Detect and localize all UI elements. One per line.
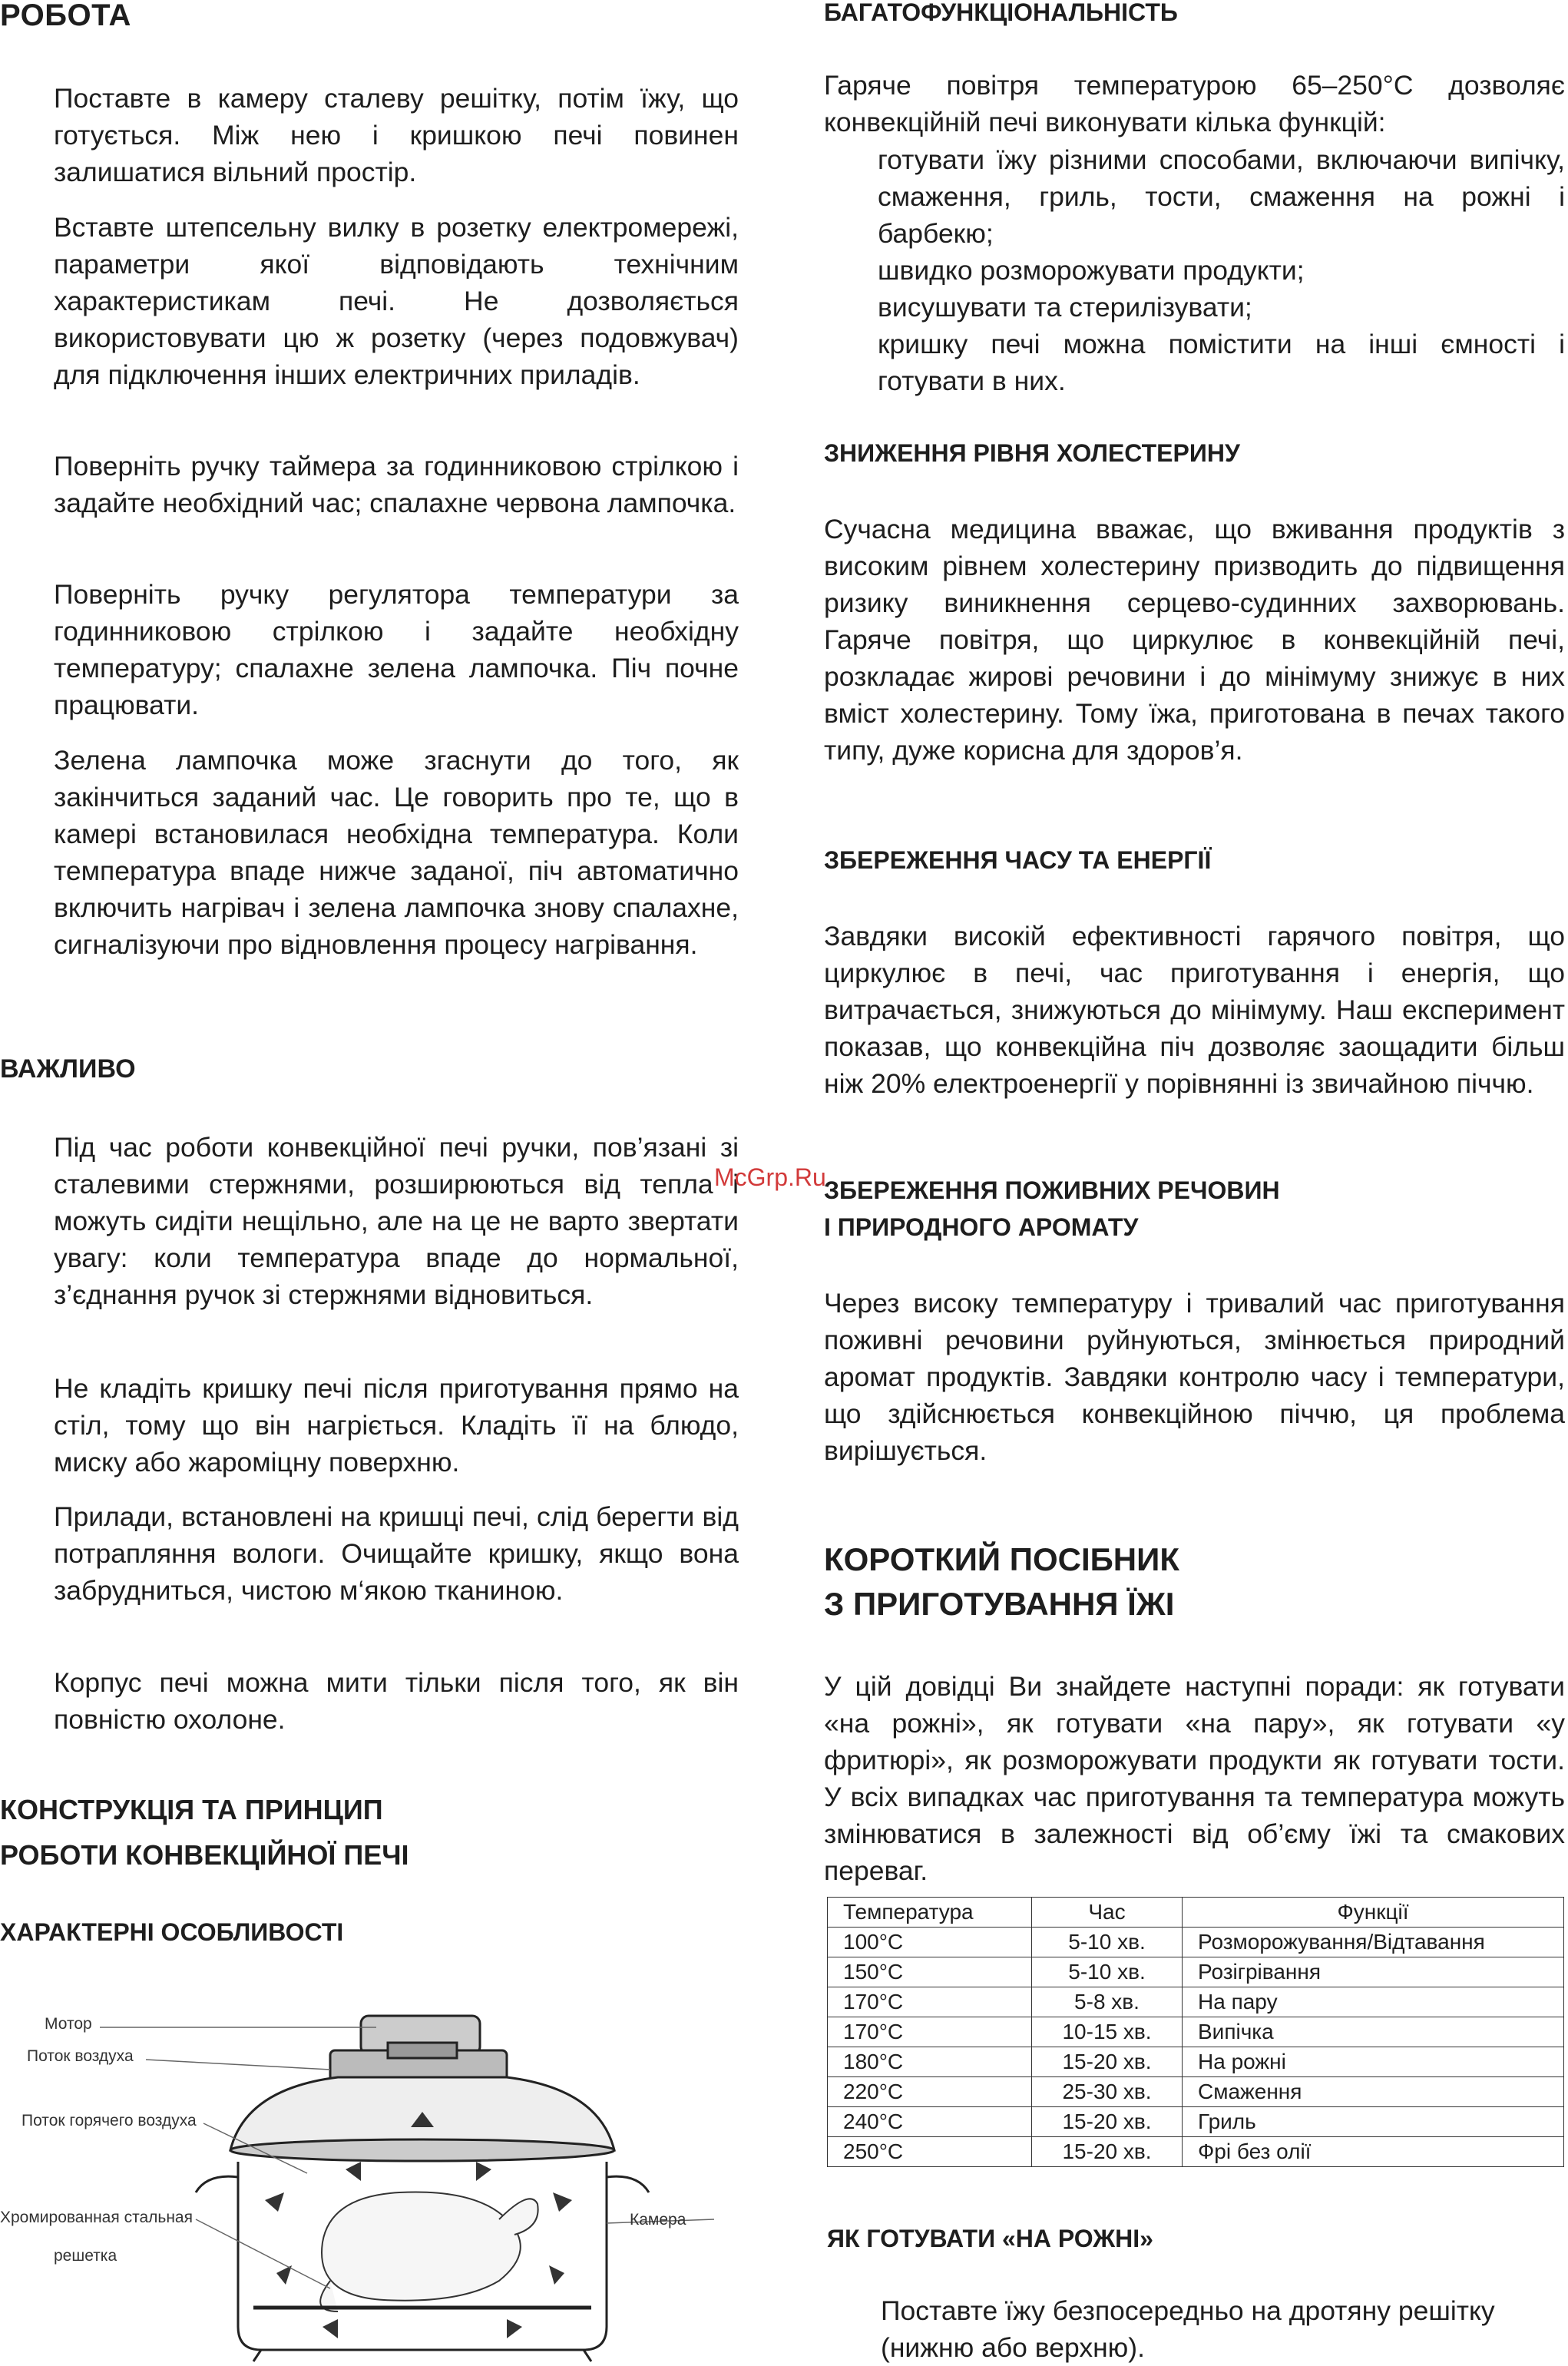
section-title-saving: ЗБЕРЕЖЕННЯ ЧАСУ ТА ЕНЕРГІЇ [824,846,1212,874]
oven-diagram [0,1997,737,2366]
table-cell: 220°С [828,2077,1032,2107]
table-cell: Розігрівання [1183,1957,1564,1987]
section-title-konstr-line2: РОБОТИ КОНВЕКЦІЙНОЇ ПЕЧІ [0,1839,409,1871]
cooking-table [827,1897,1564,2167]
oven-lid [230,2016,614,2161]
paragraph: Через високу температуру і тривалий час приготування поживні речовини руйнуються, змінюється природний аромат продуктів. Завдяки контролю часу і температури, що здійснюється конвекційною піччю, ця проблема вирішується. [824,1288,1565,1466]
table-cell: 100°С [828,1928,1032,1957]
table-cell: 170°С [828,1987,1032,2017]
list-item: кришку печі можна помістити на інші ємності і готувати в них. [878,329,1565,396]
paragraph: Поставте їжу безпосередньо на дротяну решітку (нижню або верхню). [881,2295,1495,2363]
table-cell: Фрі без олії [1183,2137,1564,2167]
section-title-robota: РОБОТА [0,0,131,32]
table-row [828,2047,1564,2077]
table-header-time: Час [1032,1898,1183,1928]
table-cell: 170°С [828,2017,1032,2047]
table-cell: Випічка [1183,2017,1564,2047]
section-title-chol: ЗНИЖЕННЯ РІВНЯ ХОЛЕСТЕРИНУ [824,439,1240,467]
label-chamber: Камера [630,2211,686,2229]
table-cell: На рожні [1183,2047,1564,2077]
chicken-shape [320,2192,538,2311]
table-row [828,1928,1564,1957]
table-cell: 5-10 хв. [1032,1957,1183,1987]
label-grate-line1: Хромированная стальная [0,2209,193,2226]
section-title-spit: ЯК ГОТУВАТИ «НА РОЖНІ» [827,2225,1153,2252]
paragraph: Поставте в камеру сталеву решітку, потім їжу, що готується. Між нею і кришкою печі повинен залишатися вільний простір. [54,83,739,187]
table-cell: На пару [1183,1987,1564,2017]
paragraph: Під час роботи конвекційної печі ручки, пов’язані зі сталевими стержнями, розширюються від тепла і можуть сидіти нещільно, але на це не варто звертати увагу: коли температура впаде до нормальної, з’єднання ручок зі стержнями відновиться. [54,1132,739,1310]
label-motor: Мотор [45,2015,92,2033]
paragraph: Завдяки високій ефективності гарячого повітря, що циркулює в печі, час приготування і енергія, що витрачається, знижуються до мінімуму. Наш експеримент показав, що конвекційна піч дозволяє заощадити більш ніж 20% електроенергії у порівнянні із звичайною піччю. [824,921,1565,1099]
table-cell: 5-8 хв. [1032,1987,1183,2017]
table-cell: 240°С [828,2107,1032,2137]
list-item: висушувати та стерилізувати; [878,292,1252,323]
paragraph: Не кладіть кришку печі після приготування прямо на стіл, тому що він нагріється. Кладіть її на блюдо, миску або жароміцну поверхню. [54,1373,739,1478]
table-cell: 180°С [828,2047,1032,2077]
label-grate-line2: решетка [54,2247,117,2265]
table-row [828,2017,1564,2047]
section-title-konstr-line1: КОНСТРУКЦІЯ ТА ПРИНЦИП [0,1794,383,1825]
table-row [828,2137,1564,2167]
paragraph: У цій довідці Ви знайдете наступні поради: як готувати «на рожні», як готувати «на пару», як готувати «у фритюрі», як розморожувати продукти як готувати тости. У всіх випадках час приготування та температура можуть змінюватися в залежності від об’єму їжі та смакових переваг. [824,1671,1565,1886]
paragraph: Зелена лампочка може згаснути до того, як закінчиться заданий час. Це говорить про те, що в камері встановилася необхідна температура. Коли температура впаде нижче заданої, піч автоматично включить нагрівач і зелена лампочка знову спалахне, сигналізуючи про відновлення процесу нагрівання. [54,745,739,960]
subsection-title: ХАРАКТЕРНІ ОСОБЛИВОСТІ [0,1918,344,1946]
table-cell: Розморожування/Відтавання [1183,1928,1564,1957]
table-cell: 15-20 хв. [1032,2107,1183,2137]
table-cell: 15-20 хв. [1032,2137,1183,2167]
section-title-vazhlyvo: ВАЖЛИВО [0,1054,136,1084]
table-row [828,1987,1564,2017]
section-title-nutr-line2: І ПРИРОДНОГО АРОМАТУ [824,1213,1139,1241]
table-header-row [828,1898,1564,1928]
paragraph: Гаряче повітря температурою 65–250°С дозволяє конвекційній печі виконувати кілька функцій: [824,70,1565,137]
table-cell: Гриль [1183,2107,1564,2137]
paragraph: Вставте штепсельну вилку в розетку електромережі, параметри якої відповідають технічним характеристикам печі. Не дозволяється використовувати цю ж розетку (через подовжувач) для підключення інших електричних приладів. [54,212,739,390]
paragraph: Прилади, встановлені на кришці печі, слід берегти від потрапляння вологи. Очищайте кришку, якщо вона забрудниться, чистою м‘якою тканиною. [54,1501,739,1606]
table-cell: 5-10 хв. [1032,1928,1183,1957]
table-cell: 25-30 хв. [1032,2077,1183,2107]
table-row [828,1957,1564,1987]
list-item: готувати їжу різними способами, включаючи випічку, смаження, гриль, тости, смаження на рожні і барбекю; [878,144,1565,249]
table-header-temp: Температура [828,1898,1032,1928]
paragraph: Корпус печі можна мити тільки після того, як він повністю охолоне. [54,1667,739,1735]
paragraph: Сучасна медицина вважає, що вживання продуктів з високим рівнем холестерину призводить до підвищення ризику виникнення серцево-судинних захворювань. Гаряче повітря, що циркулює в конвекційній печі, розкладає жирові речовини і до мінімуму знижує в них вміст холестерину. Тому їжа, приготована в печах такого типу, дуже корисна для здоров’я. [824,514,1565,766]
label-hot-air-flow: Поток горячего воздуха [22,2112,197,2129]
table-row [828,2107,1564,2137]
paragraph: Поверніть ручку регулятора температури за годинниковою стрілкою і задайте необхідну температуру; спалахне зелена лампочка. Піч почне працювати. [54,579,739,720]
watermark-text: McGrp.Ru [714,1163,826,1191]
table-cell: 150°С [828,1957,1032,1987]
table-cell: 250°С [828,2137,1032,2167]
section-title-guide-line2: З ПРИГОТУВАННЯ ЇЖІ [824,1586,1175,1622]
table-cell: 15-20 хв. [1032,2047,1183,2077]
section-title-multi: БАГАТОФУНКЦІОНАЛЬНІСТЬ [824,0,1178,26]
table-row [828,2077,1564,2107]
table-cell: 10-15 хв. [1032,2017,1183,2047]
section-title-nutr-line1: ЗБЕРЕЖЕННЯ ПОЖИВНИХ РЕЧОВИН [824,1176,1280,1204]
list-item: швидко розморожувати продукти; [878,255,1305,286]
paragraph: Поверніть ручку таймера за годинниковою стрілкою і задайте необхідний час; спалахне червона лампочка. [54,451,739,518]
section-title-guide-line1: КОРОТКИЙ ПОСІБНИК [824,1541,1179,1577]
table-header-function: Функції [1183,1898,1564,1928]
table-cell: Смаження [1183,2077,1564,2107]
label-air-flow: Поток воздуха [27,2047,134,2065]
